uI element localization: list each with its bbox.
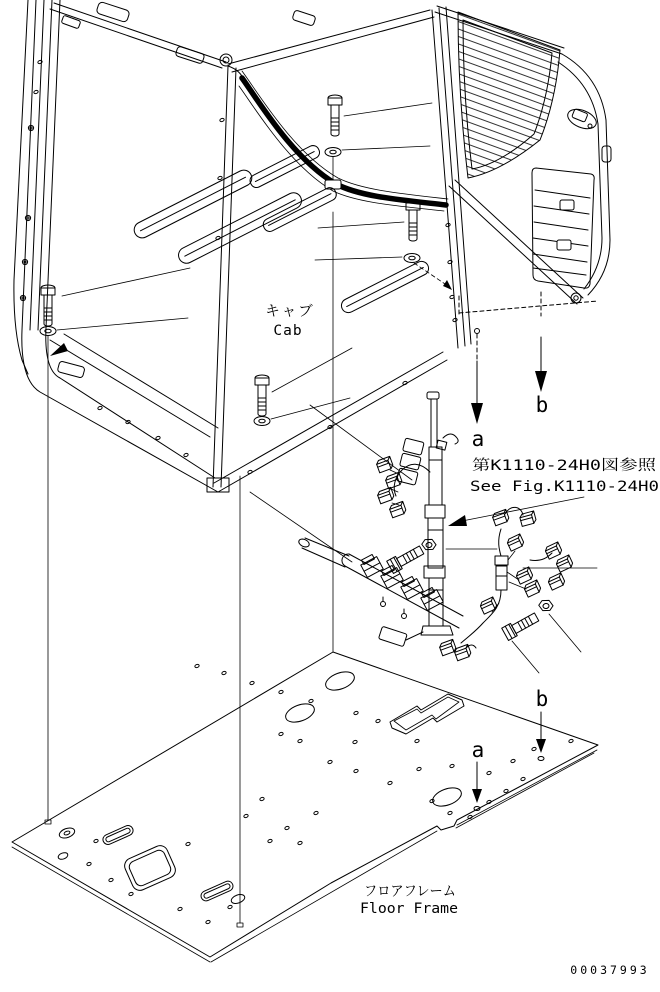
marker-b-lower: b	[535, 687, 549, 711]
reference-callout	[448, 457, 659, 526]
harness-tube	[378, 447, 453, 647]
marker-a-upper: a	[471, 427, 485, 451]
floor-label-en: Floor Frame	[360, 901, 458, 917]
floor-label-jp: フロアフレーム	[364, 884, 456, 900]
cab-center-pillar	[207, 66, 236, 492]
reference-text-jp: 第K1110-24H0図参照	[472, 458, 618, 474]
harness-bolt-lower	[502, 599, 554, 641]
vent-grille	[532, 168, 594, 288]
arrow-a-lower-icon	[472, 789, 482, 803]
bolt-set-left	[40, 268, 190, 336]
marker-b-upper: b	[535, 393, 549, 417]
arrow-b-lower-icon	[536, 739, 546, 753]
floor-frame	[12, 652, 598, 962]
seat-rails	[131, 144, 430, 316]
reference-arrow-icon	[448, 515, 467, 526]
bolt-set-right	[315, 200, 452, 290]
mounting-bolts	[40, 95, 452, 426]
cab-roof	[50, 1, 448, 211]
bolt-set-bottom	[254, 348, 352, 426]
marker-a-lower: a	[471, 738, 485, 762]
captions	[265, 303, 649, 977]
harness-main-run	[298, 538, 463, 628]
cab-sill	[50, 334, 447, 492]
section-arrows-upper	[471, 329, 548, 452]
harness-assembly	[250, 392, 597, 673]
cab-rear-window	[458, 12, 560, 178]
cab-label-en: Cab	[273, 323, 303, 339]
reference-text-en: See Fig.K1110-24H0	[470, 479, 659, 495]
arrow-a-upper-icon	[471, 403, 483, 424]
cab-label-jp: キャブ	[265, 304, 315, 320]
floor-small-holes	[86, 664, 573, 924]
cab-assembly	[14, 0, 611, 492]
door-handle	[565, 105, 599, 132]
bolt-set-top	[325, 95, 432, 180]
drawing-number: 00037993	[570, 963, 650, 977]
arrow-b-upper-icon	[535, 371, 547, 392]
harness-right-branch	[439, 507, 574, 660]
